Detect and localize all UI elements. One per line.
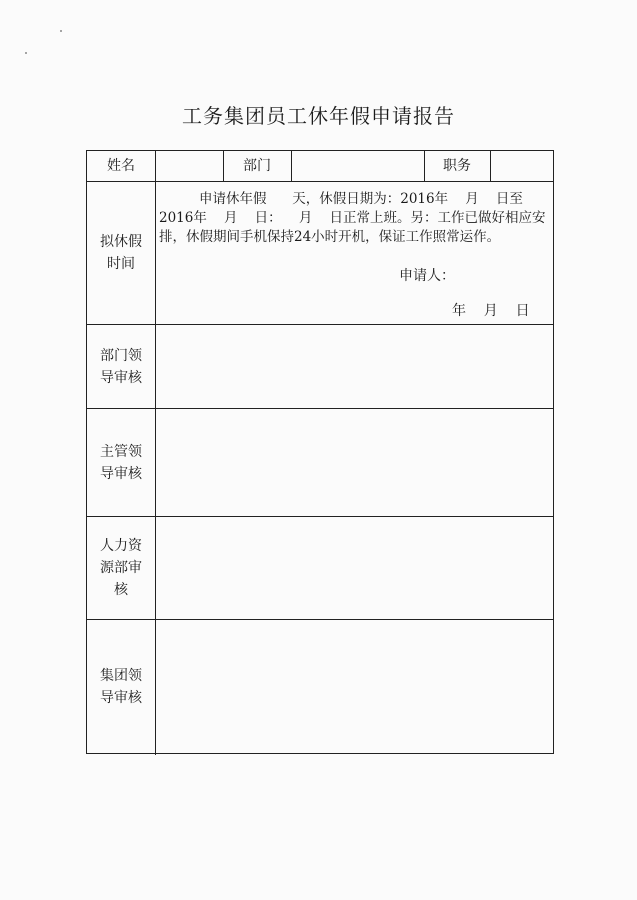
scan-speck: [60, 30, 62, 32]
review-label-cell: [87, 325, 155, 408]
review-label-dept: 部门领导审核: [100, 347, 142, 386]
review-comment-field[interactable]: [156, 620, 553, 753]
review-label-group: 集团领导审核: [100, 667, 142, 706]
leave-application-form: [86, 150, 554, 754]
review-label-hr: 人力资源部审核: [100, 538, 142, 598]
review-label-supervisor: 主管领导审核: [100, 443, 142, 482]
leave-time-label: 拟休假时间: [100, 234, 142, 272]
review-label-cell: [87, 620, 155, 753]
leave-request-text: [159, 190, 551, 247]
review-label-cell: [87, 409, 155, 516]
scan-speck: [25, 52, 27, 54]
dept-value-field[interactable]: [292, 151, 424, 181]
position-label: 职务: [443, 158, 471, 174]
review-comment-field[interactable]: [156, 409, 553, 516]
leave-request-paragraph: 申请休年假 天，休假日期为：2016年 月 日至2016年 月 日： 月 日正常上班。另：工作已做好相应安排，休假期间手机保持24小时开机，保证工作照常运作。: [159, 191, 546, 245]
dept-label: 部门: [243, 158, 271, 174]
leave-time-label-cell: [87, 182, 155, 324]
position-value-field[interactable]: [491, 151, 553, 181]
signature-date: 年 月 日: [452, 303, 530, 319]
review-label-cell: [87, 517, 155, 619]
name-label: 姓名: [107, 158, 135, 174]
review-comment-field[interactable]: [156, 517, 553, 619]
review-comment-field[interactable]: [156, 325, 553, 408]
row-divider: [87, 181, 553, 182]
name-value-field[interactable]: [156, 151, 223, 181]
page-title: 工务集团员工休年假申请报告: [182, 104, 455, 128]
applicant-label: 申请人：: [399, 268, 455, 284]
